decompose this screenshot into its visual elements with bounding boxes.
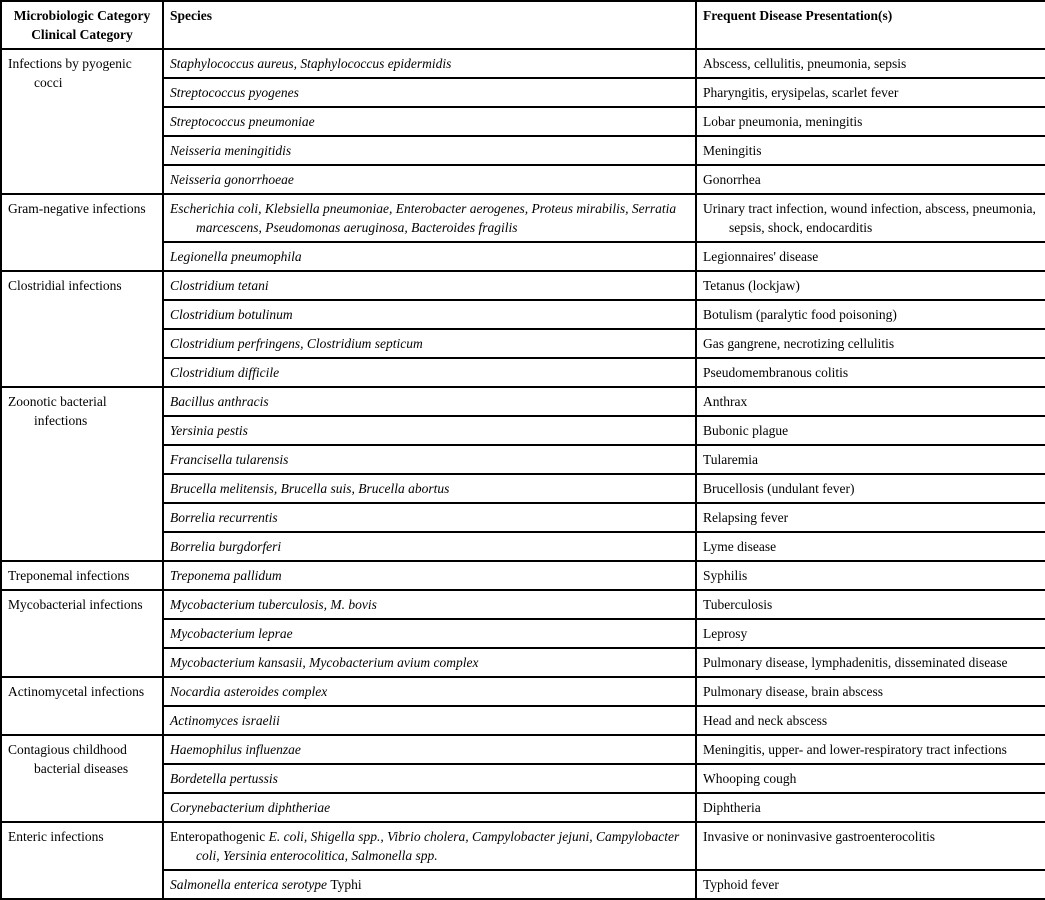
disease-text: Lobar pneumonia, meningitis — [703, 114, 863, 129]
species-cell — [163, 445, 696, 474]
species-name-italic: Actinomyces israelii — [170, 713, 280, 728]
species-cell — [163, 532, 696, 561]
species-cell — [163, 49, 696, 78]
disease-text: Typhoid fever — [703, 877, 779, 892]
species-cell — [163, 561, 696, 590]
species-cell — [163, 677, 696, 706]
species-cell — [163, 619, 696, 648]
species-text — [170, 798, 689, 817]
table-row — [1, 561, 1045, 590]
species-name-italic: Nocardia asteroides complex — [170, 684, 328, 699]
category-cell — [1, 271, 163, 387]
disease-cell — [696, 822, 1045, 870]
disease-text: Relapsing fever — [703, 510, 789, 525]
header-cell-species: Species — [163, 1, 696, 49]
table-header — [1, 1, 1045, 49]
disease-cell — [696, 706, 1045, 735]
header-cell-category — [1, 1, 163, 49]
species-text — [170, 479, 689, 498]
disease-text: Invasive or noninvasive gastroenterocolitis — [703, 829, 936, 844]
disease-text: Anthrax — [703, 394, 748, 409]
disease-text: Leprosy — [703, 626, 748, 641]
species-text — [170, 875, 689, 894]
species-cell — [163, 870, 696, 899]
category-label: Enteric infections — [8, 829, 104, 844]
species-name-italic: Legionella pneumophila — [170, 249, 302, 264]
species-cell — [163, 764, 696, 793]
disease-text: Syphilis — [703, 568, 748, 583]
disease-text: Pulmonary disease, brain abscess — [703, 684, 883, 699]
species-text — [170, 112, 689, 131]
species-cell — [163, 474, 696, 503]
species-name-italic: Borrelia burgdorferi — [170, 539, 282, 554]
disease-text: Gas gangrene, necrotizing cellulitis — [703, 336, 895, 351]
disease-text: Lyme disease — [703, 539, 777, 554]
species-cell — [163, 194, 696, 242]
disease-cell — [696, 648, 1045, 677]
species-text — [170, 595, 689, 614]
table-row — [1, 822, 1045, 870]
species-text — [170, 141, 689, 160]
species-cell — [163, 648, 696, 677]
disease-text: Pseudomembranous colitis — [703, 365, 849, 380]
disease-cell — [696, 78, 1045, 107]
species-text — [170, 624, 689, 643]
disease-cell — [696, 532, 1045, 561]
species-name-italic: Brucella melitensis, Brucella suis, Brucella abortus — [170, 481, 450, 496]
disease-text: Abscess, cellulitis, pneumonia, sepsis — [703, 56, 907, 71]
species-name-italic: Clostridium botulinum — [170, 307, 293, 322]
species-name-italic: Escherichia coli, Klebsiella pneumoniae, Enterobacter aerogenes, Proteus mirabilis, Serratia marcescens, Pseudomonas aeruginosa, Bacteroides fragilis — [170, 201, 677, 235]
category-cell — [1, 590, 163, 677]
disease-text: Tuberculosis — [703, 597, 773, 612]
species-name-italic: Bordetella pertussis — [170, 771, 278, 786]
species-text — [170, 682, 689, 701]
disease-text: Pharyngitis, erysipelas, scarlet fever — [703, 85, 899, 100]
disease-cell — [696, 165, 1045, 194]
disease-text: Meningitis — [703, 143, 762, 158]
species-text — [170, 827, 689, 865]
species-name-italic: E. coli, Shigella spp., Vibrio cholera, Campylobacter jejuni, Campylobacter coli, Yersinia enterocolitica, Salmonella spp. — [196, 829, 680, 863]
disease-cell — [696, 764, 1045, 793]
category-cell — [1, 561, 163, 590]
species-text — [170, 392, 689, 411]
species-text — [170, 199, 689, 237]
species-name-italic: Neisseria gonorrhoeae — [170, 172, 294, 187]
table-row — [1, 677, 1045, 706]
species-text — [170, 334, 689, 353]
species-cell — [163, 329, 696, 358]
table-row — [1, 271, 1045, 300]
disease-cell — [696, 561, 1045, 590]
disease-cell — [696, 735, 1045, 764]
disease-cell — [696, 271, 1045, 300]
disease-cell — [696, 445, 1045, 474]
disease-cell — [696, 677, 1045, 706]
category-label: Actinomycetal infections — [8, 684, 145, 699]
disease-cell — [696, 474, 1045, 503]
disease-text: Brucellosis (undulant fever) — [703, 481, 855, 496]
species-name-italic: Bacillus anthracis — [170, 394, 269, 409]
species-name-italic: Clostridium tetani — [170, 278, 269, 293]
species-text — [170, 83, 689, 102]
disease-text: Pulmonary disease, lymphadenitis, disseminated disease — [703, 655, 1008, 670]
disease-cell — [696, 107, 1045, 136]
species-name-italic: Yersinia pestis — [170, 423, 248, 438]
disease-text: Meningitis, upper- and lower-respiratory tract infections — [703, 742, 1007, 757]
species-cell — [163, 358, 696, 387]
species-cell — [163, 706, 696, 735]
species-name-italic: Haemophilus influenzae — [170, 742, 301, 757]
species-text — [170, 653, 689, 672]
species-name-italic: Neisseria meningitidis — [170, 143, 292, 158]
species-cell — [163, 78, 696, 107]
species-name-italic: Borrelia recurrentis — [170, 510, 278, 525]
species-cell — [163, 793, 696, 822]
category-cell — [1, 387, 163, 561]
category-cell — [1, 735, 163, 822]
species-cell — [163, 503, 696, 532]
disease-text: Head and neck abscess — [703, 713, 828, 728]
table-row — [1, 387, 1045, 416]
disease-cell — [696, 300, 1045, 329]
table-body — [1, 49, 1045, 899]
species-text — [170, 508, 689, 527]
table-row — [1, 590, 1045, 619]
species-text — [170, 421, 689, 440]
disease-cell — [696, 387, 1045, 416]
disease-text: Botulism (paralytic food poisoning) — [703, 307, 897, 322]
header-cell-disease: Frequent Disease Presentation(s) — [696, 1, 1045, 49]
species-cell — [163, 590, 696, 619]
species-text — [170, 170, 689, 189]
species-name-italic: Staphylococcus aureus, Staphylococcus epidermidis — [170, 56, 452, 71]
species-cell — [163, 416, 696, 445]
species-name-italic: Salmonella enterica serotype — [170, 877, 331, 892]
disease-cell — [696, 194, 1045, 242]
table-row — [1, 194, 1045, 242]
disease-text: Bubonic plague — [703, 423, 789, 438]
category-label: Mycobacterial infections — [8, 597, 143, 612]
table-row — [1, 49, 1045, 78]
disease-cell — [696, 416, 1045, 445]
category-label: Zoonotic bacterial infections — [8, 394, 107, 428]
species-name-italic: Clostridium perfringens, Clostridium septicum — [170, 336, 423, 351]
category-cell — [1, 194, 163, 271]
disease-cell — [696, 49, 1045, 78]
category-label: Treponemal infections — [8, 568, 130, 583]
disease-cell — [696, 590, 1045, 619]
species-cell — [163, 387, 696, 416]
species-text — [170, 363, 689, 382]
species-name-roman: Typhi — [330, 877, 362, 892]
category-label: Infections by pyogenic cocci — [8, 56, 132, 90]
category-label: Contagious childhood bacterial diseases — [8, 742, 129, 776]
species-name-italic: Mycobacterium kansasii, Mycobacterium avium complex — [170, 655, 479, 670]
category-cell — [1, 822, 163, 899]
disease-text: Diphtheria — [703, 800, 761, 815]
species-name-italic: Streptococcus pneumoniae — [170, 114, 315, 129]
species-name-italic: Clostridium difficile — [170, 365, 280, 380]
species-name-italic: Francisella tularensis — [170, 452, 289, 467]
disease-cell — [696, 136, 1045, 165]
species-text — [170, 566, 689, 585]
species-text — [170, 276, 689, 295]
disease-cell — [696, 358, 1045, 387]
disease-text: Whooping cough — [703, 771, 797, 786]
disease-text: Gonorrhea — [703, 172, 761, 187]
header-category-line2: Clinical Category — [31, 27, 133, 42]
species-name-italic: Streptococcus pyogenes — [170, 85, 299, 100]
species-cell — [163, 735, 696, 764]
species-cell — [163, 242, 696, 271]
disease-cell — [696, 503, 1045, 532]
disease-text: Urinary tract infection, wound infection, abscess, pneumonia, sepsis, shock, endocarditis — [703, 201, 1036, 235]
species-cell — [163, 822, 696, 870]
species-name-italic: Treponema pallidum — [170, 568, 282, 583]
species-name-italic: Mycobacterium tuberculosis, M. bovis — [170, 597, 377, 612]
species-text — [170, 711, 689, 730]
species-text — [170, 54, 689, 73]
species-text — [170, 247, 689, 266]
species-name-roman: Enteropathogenic — [170, 829, 269, 844]
species-text — [170, 450, 689, 469]
header-category-line1: Microbiologic Category — [13, 8, 151, 23]
disease-text: Tularemia — [703, 452, 758, 467]
species-cell — [163, 271, 696, 300]
disease-text: Legionnaires' disease — [703, 249, 819, 264]
disease-cell — [696, 329, 1045, 358]
table-row — [1, 735, 1045, 764]
category-cell — [1, 677, 163, 735]
category-label: Gram-negative infections — [8, 201, 146, 216]
species-name-italic: Corynebacterium diphtheriae — [170, 800, 331, 815]
species-text — [170, 769, 689, 788]
disease-cell — [696, 793, 1045, 822]
species-cell — [163, 165, 696, 194]
disease-cell — [696, 870, 1045, 899]
category-cell — [1, 49, 163, 194]
disease-cell — [696, 619, 1045, 648]
species-cell — [163, 136, 696, 165]
header-row — [1, 1, 1045, 49]
species-text — [170, 305, 689, 324]
species-cell — [163, 300, 696, 329]
disease-text: Tetanus (lockjaw) — [703, 278, 800, 293]
species-text — [170, 537, 689, 556]
species-name-italic: Mycobacterium leprae — [170, 626, 293, 641]
species-cell — [163, 107, 696, 136]
disease-cell — [696, 242, 1045, 271]
species-text — [170, 740, 689, 759]
category-label: Clostridial infections — [8, 278, 122, 293]
